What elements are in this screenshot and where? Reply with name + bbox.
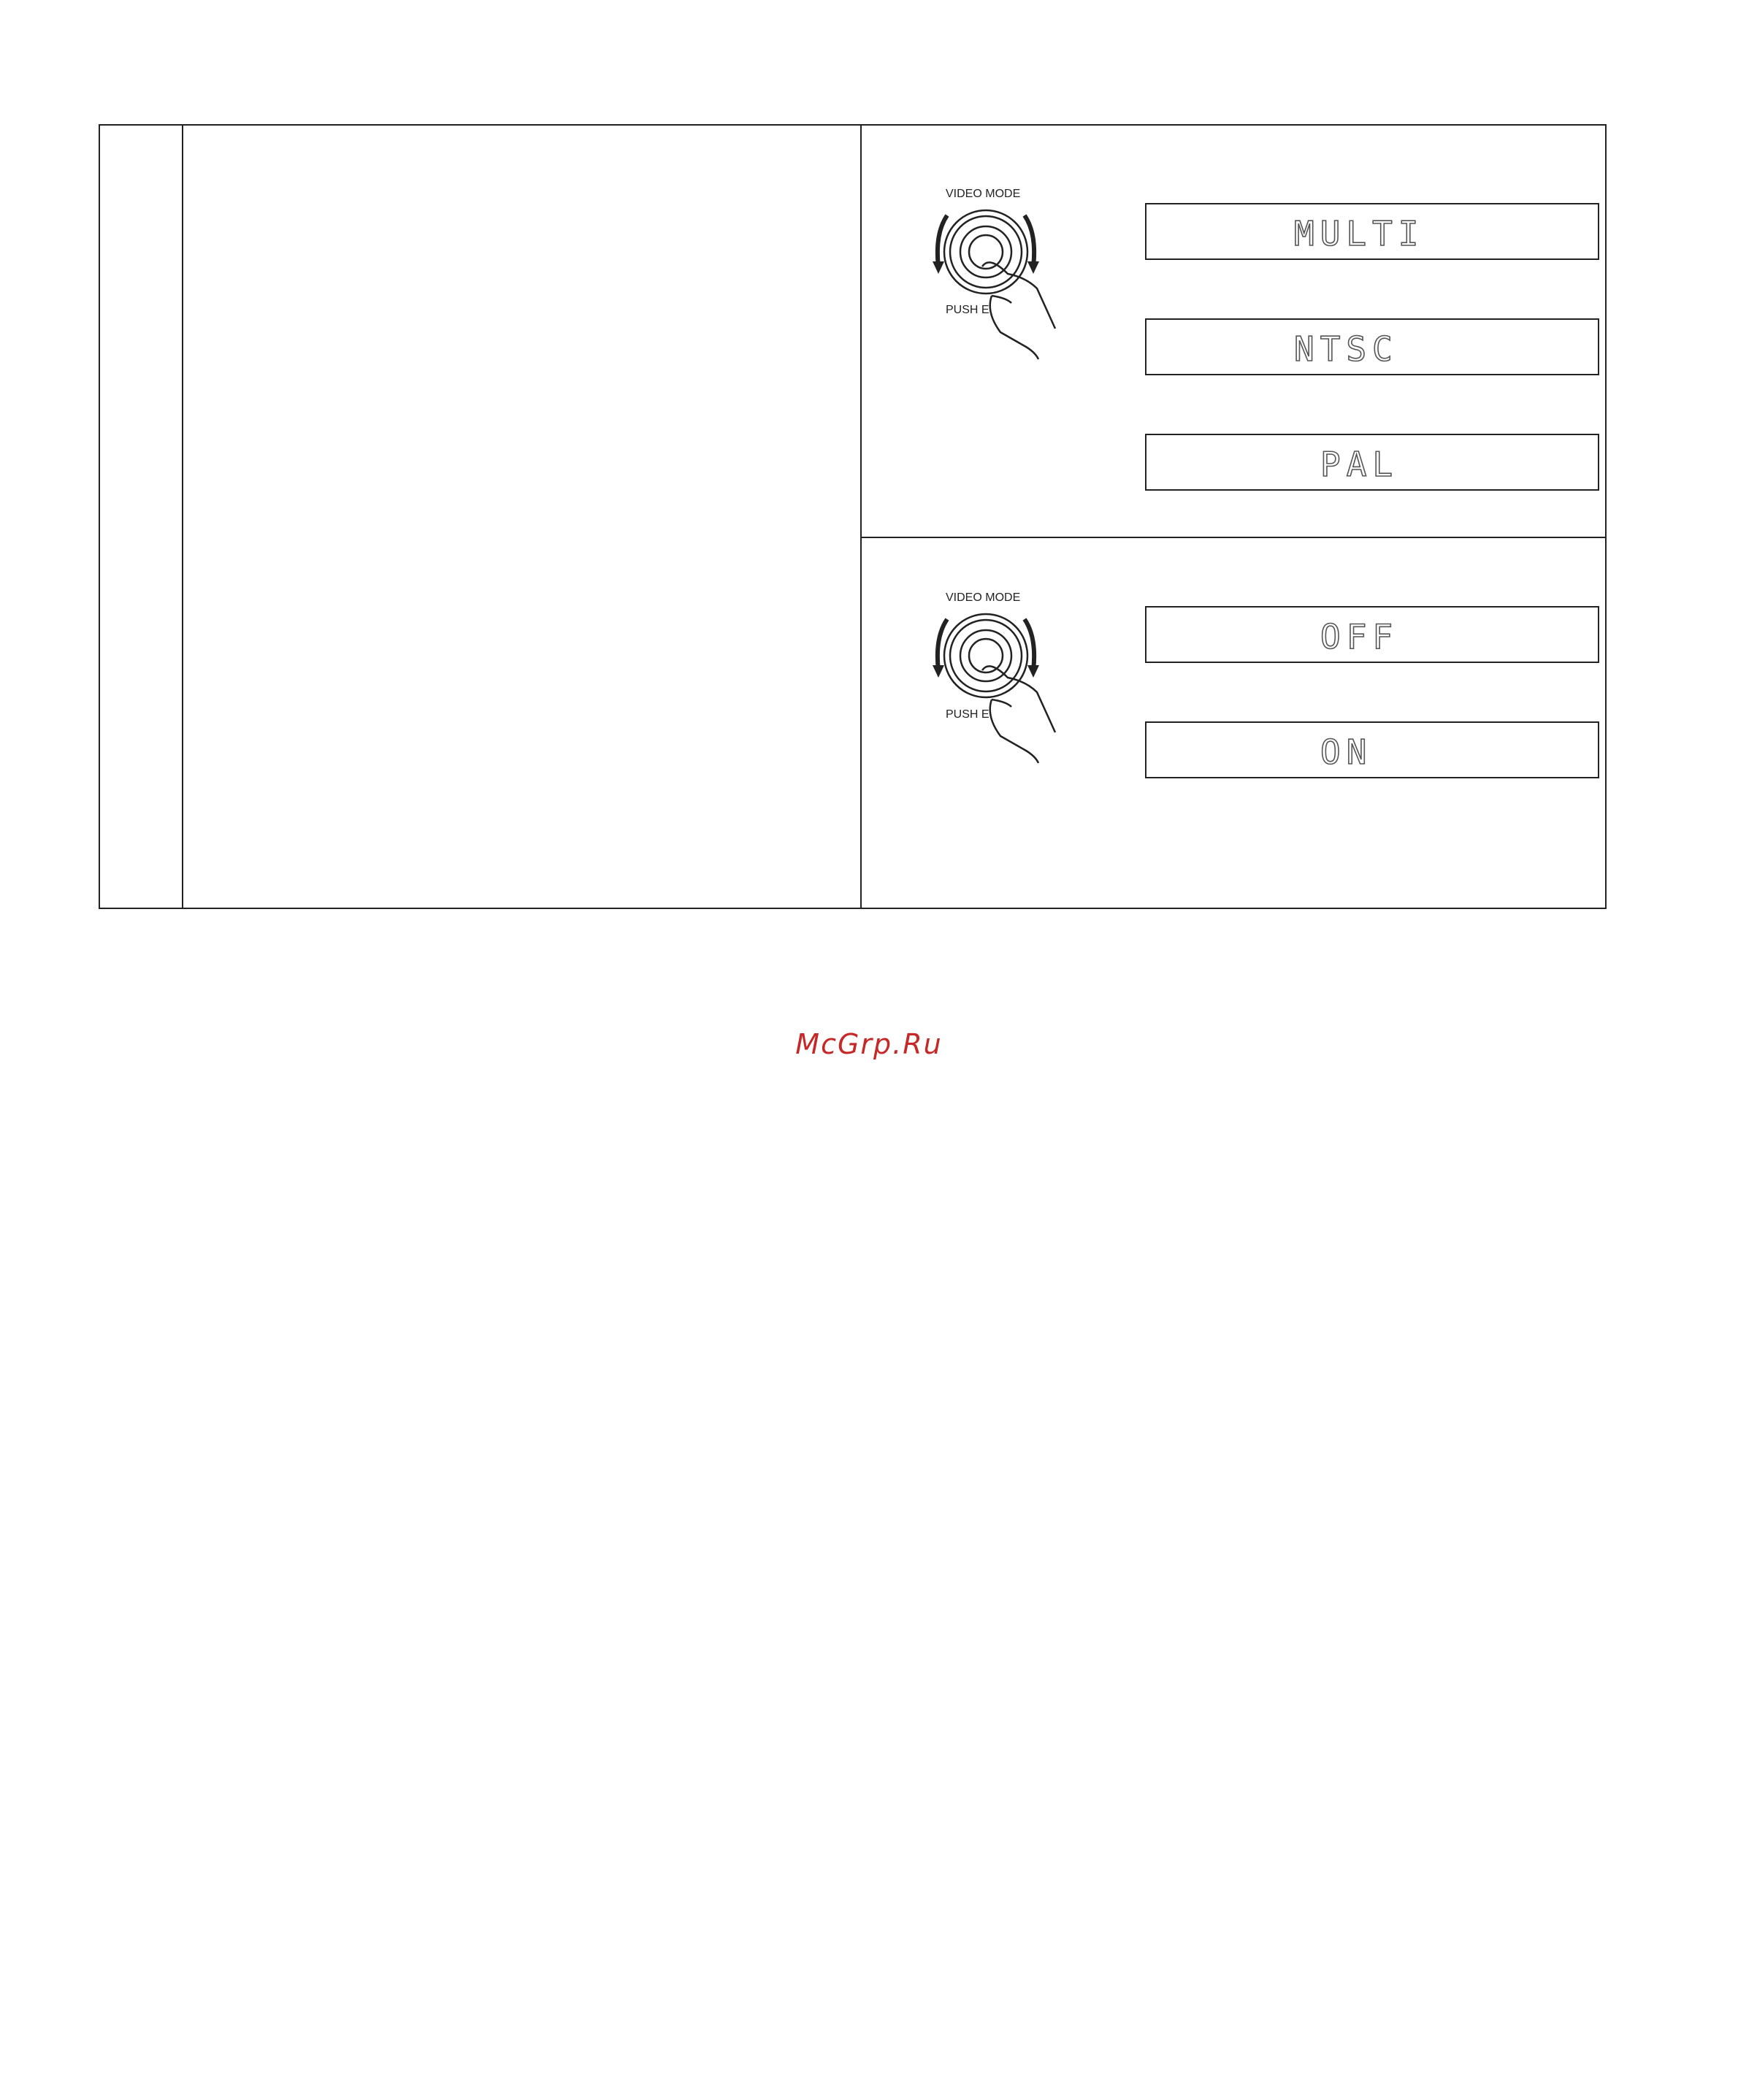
lcd-display: [1145, 721, 1599, 778]
lcd-display: [1145, 606, 1599, 663]
row-divider: [860, 537, 1605, 538]
rotary-knob-press-hand-icon: [920, 608, 1095, 783]
lcd-text: OFF: [1320, 617, 1399, 656]
knob-top-label: VIDEO MODE: [946, 591, 1021, 604]
lcd-text: ON: [1320, 732, 1373, 772]
lcd-text: PAL: [1320, 445, 1399, 484]
knob-top-label: VIDEO MODE: [946, 188, 1021, 200]
lcd-display: [1145, 434, 1599, 491]
lcd-display: [1145, 203, 1599, 260]
column-divider-1: [182, 126, 183, 908]
lcd-text: NTSC: [1294, 329, 1398, 369]
knob-bottom-label: PUSH E: [946, 708, 989, 721]
knob-bottom-label: PUSH E: [946, 304, 989, 316]
rotary-knob-press-hand-icon: [920, 204, 1095, 380]
lcd-text: MULTI: [1294, 214, 1425, 253]
lcd-display: [1145, 318, 1599, 375]
column-divider-2: [860, 126, 862, 908]
watermark-text: McGrp.Ru: [795, 1028, 943, 1060]
